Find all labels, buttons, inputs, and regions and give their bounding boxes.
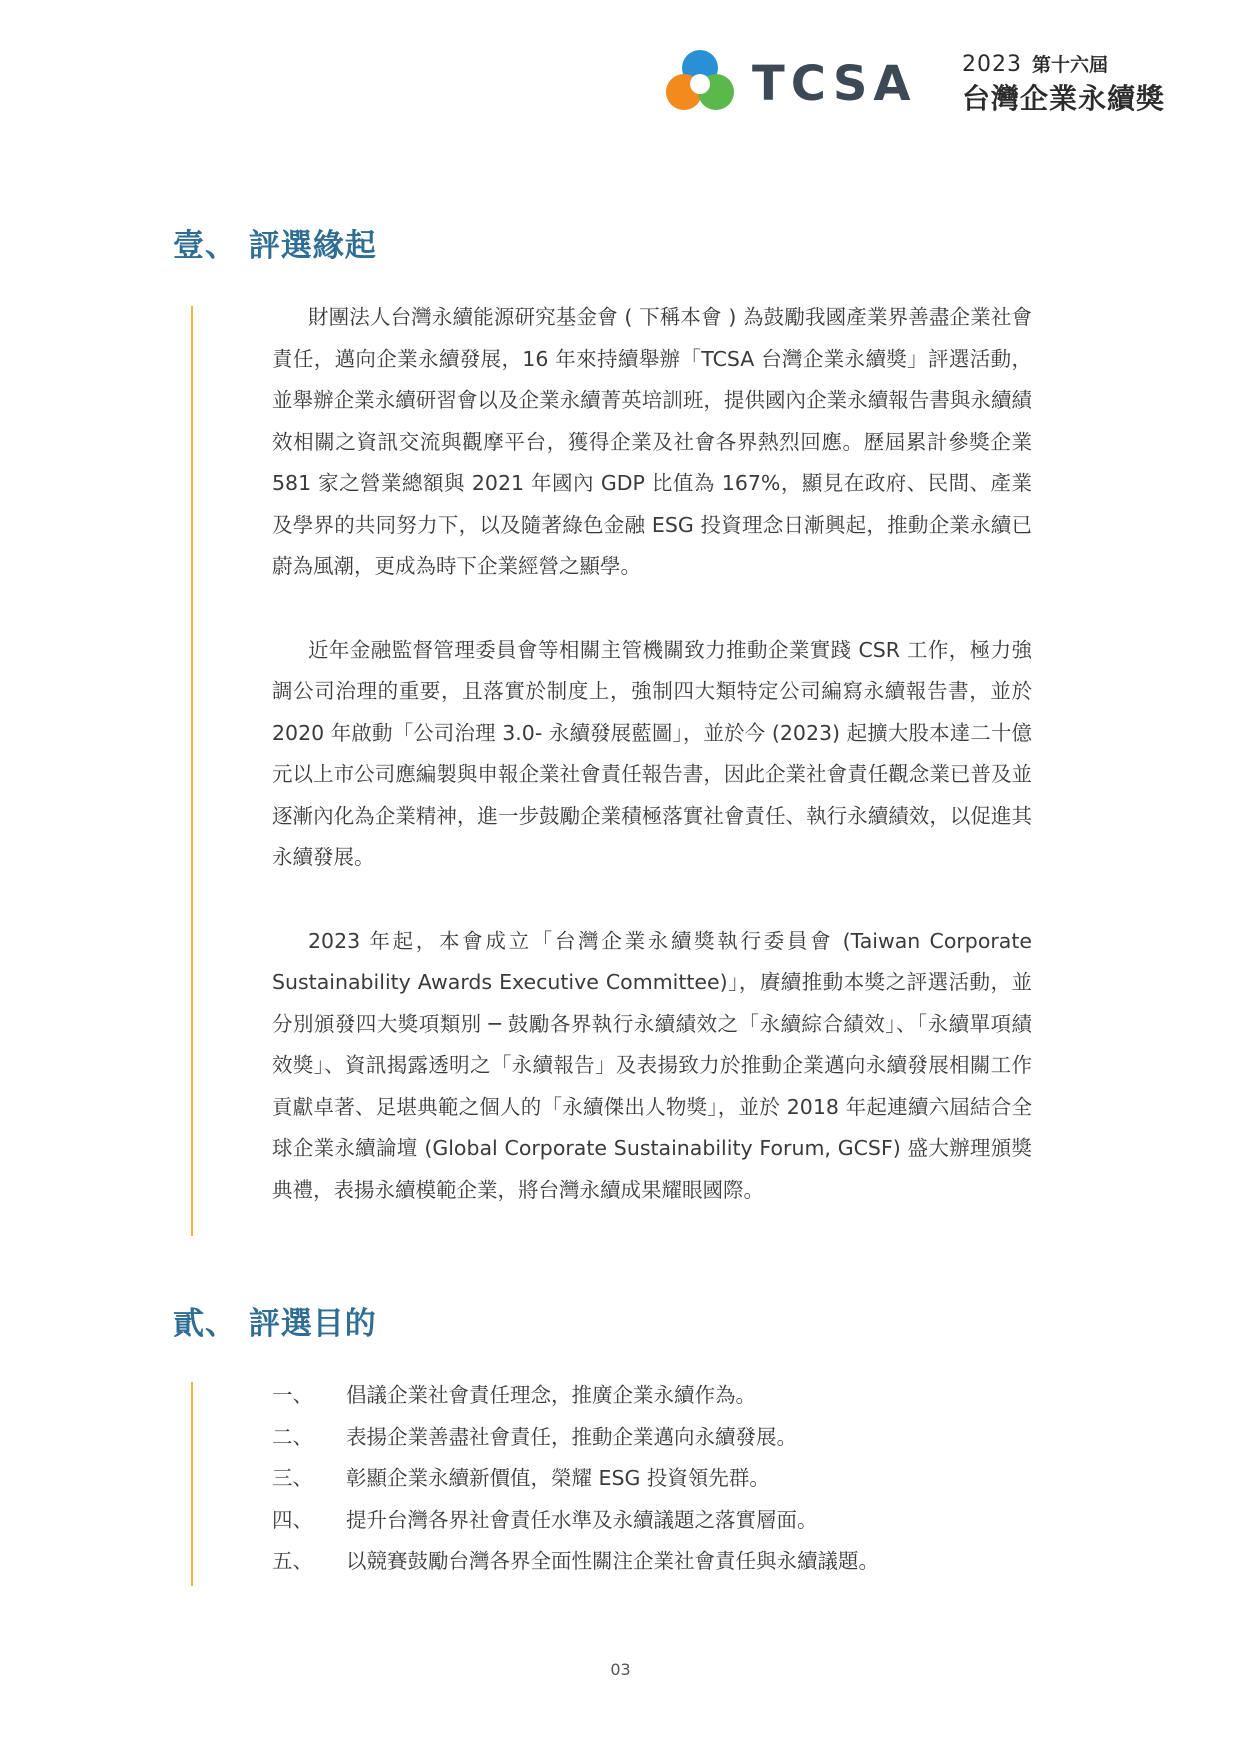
list-item	[272, 1375, 1032, 1417]
award-name: 台灣企業永續獎	[962, 82, 1166, 115]
logo-wordmark: TCSA	[752, 56, 917, 112]
list-item-number: 四、	[272, 1507, 313, 1532]
section1-paragraph-1: 財團法人台灣永續能源研究基金會 ( 下稱本會 ) 為鼓勵我國產業界善盡企業社會責任，邁向企業永續發展，16 年來持續舉辦「TCSA 台灣企業永續獎」評選活動，並舉辦企業永續研習會以及企業永續菁英培訓班，提供國內企業永續報告書與永續績效相關之資訊交流與觀摩平台，獲得企業及社會各界熱烈回應。歷屆累計參獎企業 581 家之營業總額與 2021 年國內 GDP 比值為 167%，顯見在政府、民間、產業及學界的共同努力下，以及隨著綠色金融 ESG 投資理念日漸興起，推動企業永續已蔚為風潮，更成為時下企業經營之顯學。	[272, 305, 1032, 578]
award-edition: 第十六屆	[1032, 54, 1109, 76]
section1-paragraph-2: 近年金融監督管理委員會等相關主管機關致力推動企業實踐 CSR 工作，極力強調公司治理的重要，且落實於制度上，強制四大類特定公司編寫永續報告書，並於 2020 年啟動「公司治理 3.0- 永續發展藍圖」，並於今 (2023) 起擴大股本達二十億元以上市公司應編製與申報企業社會責任報告書，因此企業社會責任觀念業已普及並逐漸內化為企業精神，進一步鼓勵企業積極落實社會責任、執行永續績效，以促進其永續發展。	[272, 637, 1032, 869]
list-item-text: 倡議企業社會責任理念，推廣企業永續作為。	[346, 1383, 756, 1407]
list-item-text: 以競賽鼓勵台灣各界全面性關注企業社會責任與永續議題。	[346, 1549, 879, 1573]
section1-body	[272, 297, 1032, 1211]
list-item	[272, 1417, 1032, 1459]
objectives-list	[272, 1375, 1032, 1583]
list-item	[272, 1500, 1032, 1542]
tcsa-logo	[664, 48, 1204, 118]
page-number: 03	[610, 1660, 631, 1679]
award-year: 2023	[962, 52, 1022, 77]
section1-heading: 壹、 評選緣起	[173, 228, 377, 264]
section2-accent-bar	[191, 1382, 193, 1586]
list-item-number: 三、	[272, 1466, 313, 1490]
section1-paragraph-3: 2023 年起，本會成立「台灣企業永續獎執行委員會 (Taiwan Corporate Sustainability Awards Executive Committee)」，賡續推動本獎之評選活動，並分別頒發四大獎項類別 ─ 鼓勵各界執行永續績效之「永續綜合績效」、「永續單項績效獎」、資訊揭露透明之「永續報告」及表揚致力於推動企業邁向永續發展相關工作貢獻卓著、足堪典範之個人的「永續傑出人物獎」，並於 2018 年起連續六屆結合全球企業永續論壇 (Global Corporate Sustainability Forum, GCSF) 盛大辦理頒獎典禮，表揚永續模範企業，將台灣永續成果耀眼國際。	[272, 928, 1032, 1202]
tcsa-logo-icon	[664, 48, 744, 118]
list-item-number: 二、	[272, 1424, 313, 1449]
award-title	[962, 50, 1202, 117]
list-item-text: 表揚企業善盡社會責任，推動企業邁向永續發展。	[346, 1424, 797, 1449]
list-item-text: 提升台灣各界社會責任水準及永續議題之落實層面。	[346, 1507, 818, 1532]
section2-body	[272, 1375, 1032, 1583]
list-item	[272, 1458, 1032, 1500]
section2-heading: 貳、 評選目的	[173, 1306, 377, 1342]
list-item	[272, 1541, 1032, 1583]
list-item-number: 五、	[272, 1549, 313, 1573]
list-item-text: 彰顯企業永續新價值，榮耀 ESG 投資領先群。	[346, 1466, 770, 1490]
list-item-number: 一、	[272, 1383, 313, 1407]
section1-accent-bar	[191, 306, 193, 1236]
